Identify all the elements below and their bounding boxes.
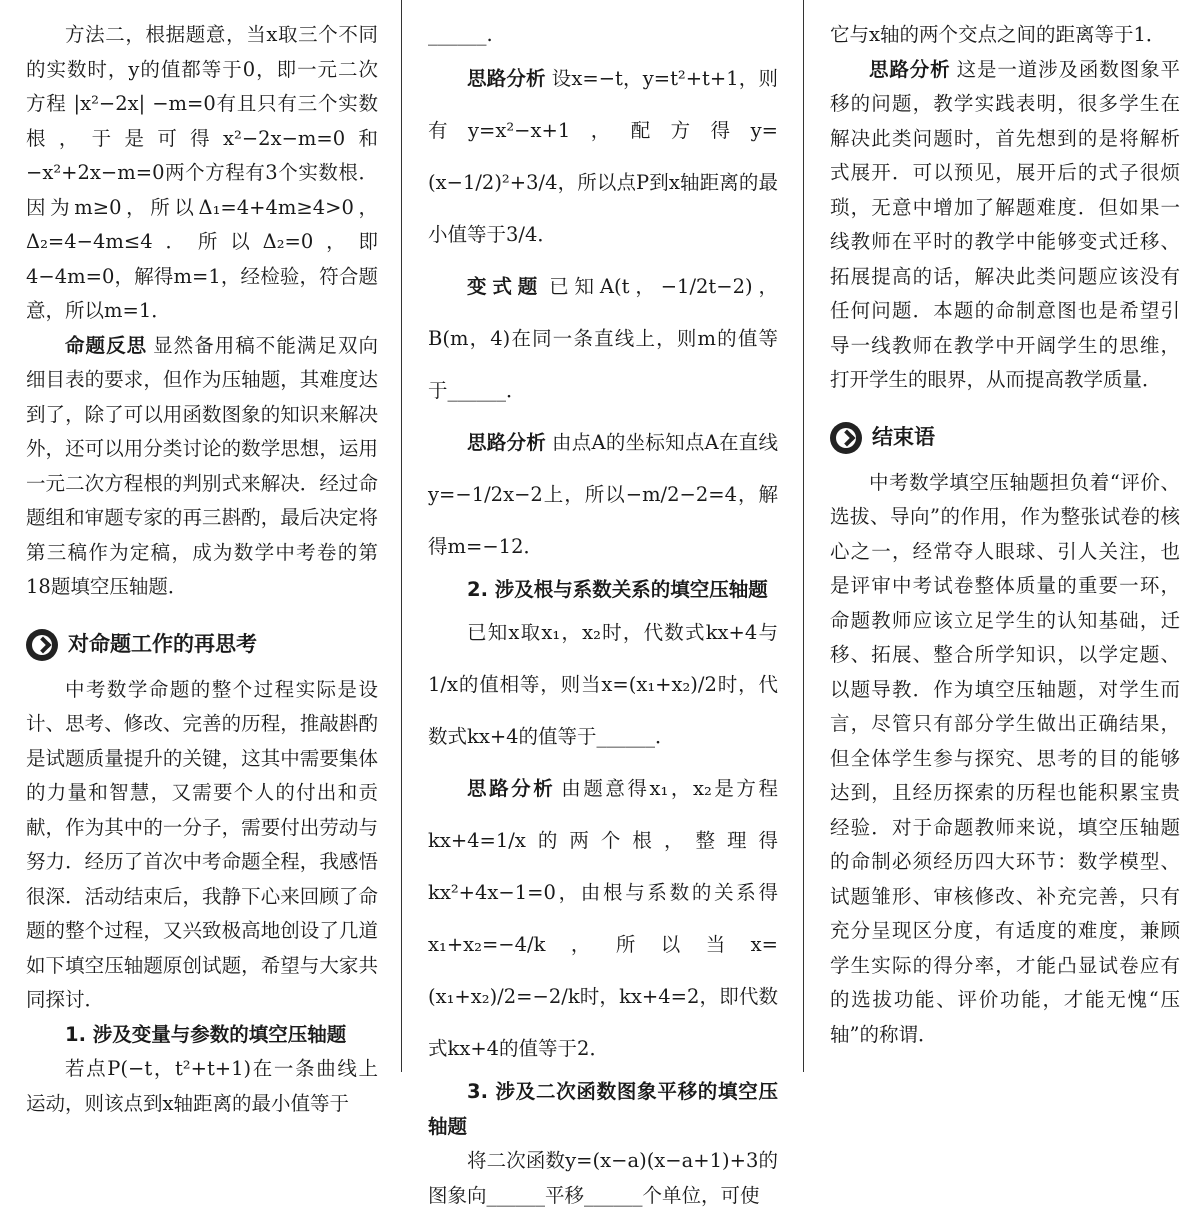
analysis-label: 思路分析: [467, 430, 547, 454]
analysis-label: 思路分析: [467, 777, 556, 800]
section-arrow-icon: [26, 629, 58, 661]
blank-continuation: ______.: [428, 23, 493, 46]
subheading-2: 2. 涉及根与系数关系的填空压轴题: [467, 577, 768, 601]
analysis-1: [428, 53, 778, 261]
analysis-label: 思路分析: [467, 66, 546, 90]
column-right: [830, 18, 1180, 1052]
analysis-text: 设x=−t，y=t²+t+1，则有y=x²−x+1，配方得y=(x−1/2)²+3/4，所以点P到x轴距离的最小值等于3/4．: [428, 66, 778, 246]
variant-label: 变式题: [467, 274, 544, 298]
paragraph-conclusion: 中考数学填空压轴题担负着“评价、选拔、导向”的作用，作为整张试卷的核心之一，经常夺人眼球、引人关注，也是评审中考试卷整体质量的重要一环，命题教师应该立足学生的认知基础，迁移、拓展、整合所学知识，以学定题、以题导教．作为填空压轴题，对学生而言，尽管只有部分学生做出正确结果，但全体学生参与探究、思考的目的能够达到，且经历探索的历程也能积累宝贵经验．对于命题教师来说，填空压轴题的命制必须经历四大环节：数学模型、试题雏形、审核修改、补充完善，只有充分呈现区分度，有适度的难度，兼顾学生实际的得分率，才能凸显试卷应有的选拔功能、评价功能，才能无愧“压轴”的称谓．: [830, 470, 1180, 1046]
analysis-2: [428, 417, 778, 573]
paragraph-method-two: 方法二，根据题意，当x取三个不同的实数时，y的值都等于0，即一元二次方程 |x²−2x| −m=0有且只有三个实数根，于是可得x²−2x−m=0和−x²+2x−m=0两个方程有3个实数根．因为m≥0，所以Δ₁=4+4m≥4>0，Δ₂=4−4m≤4．所以Δ₂=0，即4−4m=0，解得m=1，经检验，符合题意，所以m=1．: [26, 23, 378, 322]
analysis-4: [830, 53, 1180, 398]
analysis-text: 由题意得x₁，x₂是方程kx+4=1/x的两个根，整理得kx²+4x−1=0，由根与系数的关系得x₁+x₂=−4/k，所以当x=(x₁+x₂)/2=−2/k时，kx+4=2，即代数式kx+4的值等于2．: [428, 777, 778, 1060]
analysis-3: [428, 763, 778, 1075]
subheading-1: 1. 涉及变量与参数的填空压轴题: [65, 1022, 347, 1046]
section-title: 结束语: [872, 425, 935, 450]
section-arrow-icon: [830, 422, 862, 454]
paragraph-reflection: [26, 329, 378, 605]
question-3: 将二次函数y=(x−a)(x−a+1)+3的图象向______平移______个单位，可使: [428, 1149, 778, 1207]
question-1: 若点P(−t，t²+t+1)在一条曲线上运动，则该点到x轴距离的最小值等于: [26, 1057, 378, 1115]
column-left: [26, 18, 378, 1121]
subheading-3: 3. 涉及二次函数图象平移的填空压轴题: [428, 1080, 778, 1138]
analysis-text: 这是一道涉及函数图象平移的问题，教学实践表明，很多学生在解决此类问题时，首先想到的是将解析式展开．可以预见，展开后的式子很烦琐，无意中增加了解题难度．但如果一线教师在平时的教学中能够变式迁移、拓展提高的话，解决此类问题应该没有任何问题．本题的命制意图也是希望引导一线教师在教学中开阔学生的思维，打开学生的眼界，从而提高教学质量．: [830, 57, 1180, 391]
question-3-end: 它与x轴的两个交点之间的距离等于1．: [830, 23, 1166, 46]
section-heading: [26, 623, 378, 667]
analysis-label: 思路分析: [869, 57, 951, 81]
paragraph-rethink: 中考数学命题的整个过程实际是设计、思考、修改、完善的历程，推敲斟酌是试题质量提升的关键，这其中需要集体的力量和智慧，又需要个人的付出和贡献，作为其中的一分子，需要付出劳动与努力．经历了首次中考命题全程，我感悟很深．活动结束后，我静下心来回顾了命题的整个过程，又兴致极高地创设了几道如下填空压轴题原创试题，希望与大家共同探讨．: [26, 677, 378, 1011]
column-middle: [428, 18, 778, 1213]
question-2: 已知x取x₁，x₂时，代数式kx+4与1/x的值相等，则当x=(x₁+x₂)/2时，代数式kx+4的值等于______．: [428, 621, 778, 748]
reflection-label: 命题反思: [65, 333, 148, 357]
section-title: 对命题工作的再思考: [68, 632, 257, 657]
column-divider: [803, 0, 804, 1072]
reflection-text: 显然备用稿不能满足双向细目表的要求，但作为压轴题，其难度达到了，除了可以用函数图象的知识来解决外，还可以用分类讨论的数学思想，运用一元二次方程根的判别式来解决．经过命题组和审题专家的再三斟酌，最后决定将第三稿作为定稿，成为数学中考卷的第18题填空压轴题．: [26, 333, 378, 598]
column-divider: [401, 0, 402, 1072]
variant-text: 已知A(t，−1/2t−2)，B(m，4)在同一条直线上，则m的值等于______．: [428, 274, 778, 402]
analysis-text: 由点A的坐标知点A在直线y=−1/2x−2上，所以−m/2−2=4，解得m=−12．: [428, 430, 778, 558]
section-heading: [830, 416, 1180, 460]
variant-question: [428, 261, 778, 417]
